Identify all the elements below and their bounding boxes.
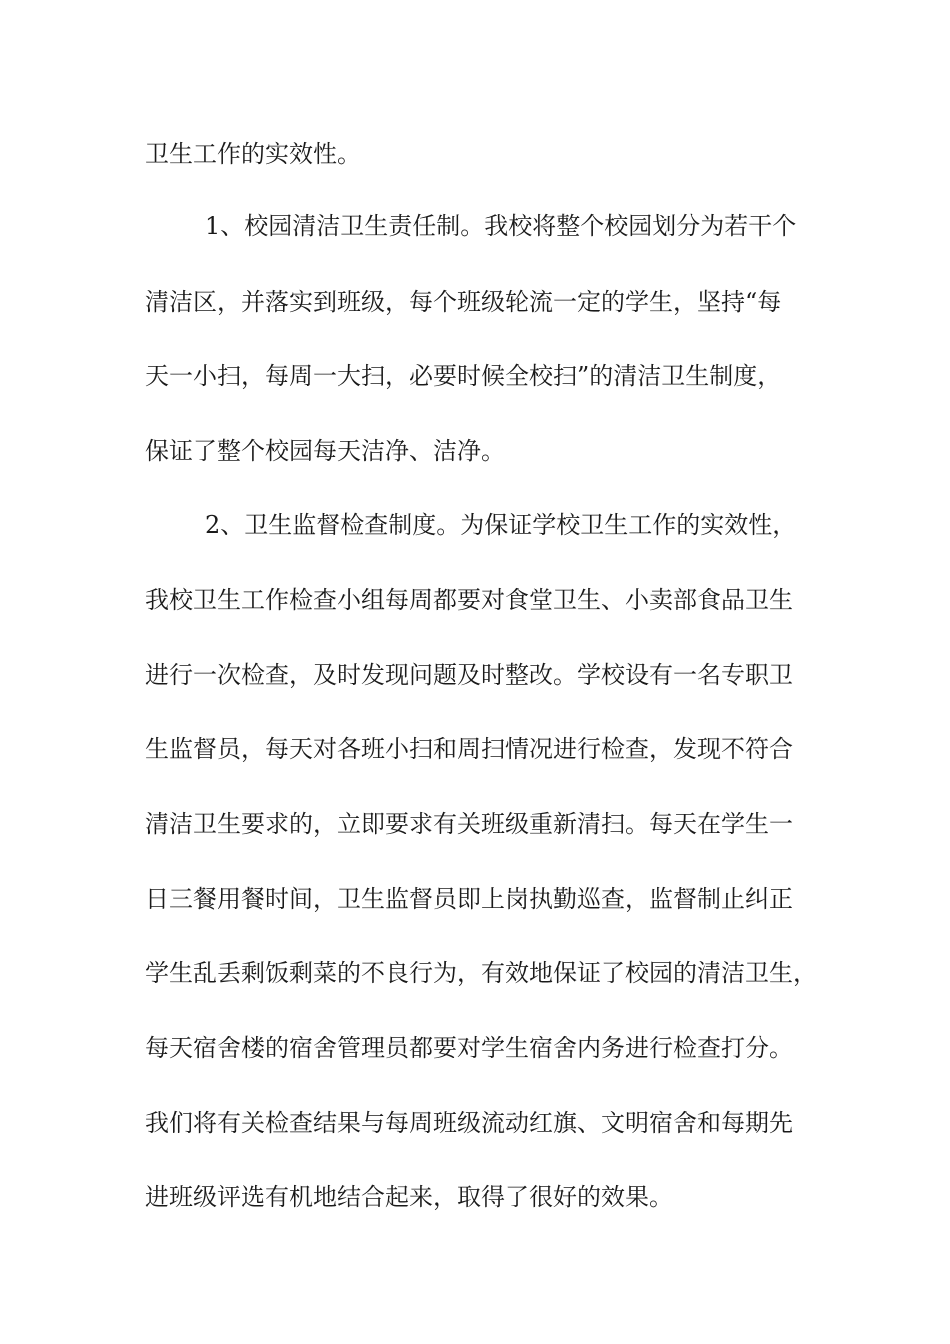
paragraph-line: 清洁卫生要求的，立即要求有关班级重新清扫。每天在学生一: [145, 810, 793, 838]
paragraph-line: 每天宿舍楼的宿舍管理员都要对学生宿舍内务进行检查打分。: [145, 1034, 793, 1062]
paragraph-line: 生监督员，每天对各班小扫和周扫情况进行检查，发现不符合: [145, 735, 793, 763]
paragraph-line: 学生乱丢剩饭剩菜的不良行为，有效地保证了校园的清洁卫生，: [145, 959, 817, 987]
paragraph-line: 清洁区，并落实到班级，每个班级轮流一定的学生，坚持“每: [145, 288, 782, 316]
paragraph-line: 2、卫生监督检查制度。为保证学校卫生工作的实效性，: [205, 511, 797, 539]
paragraph-line: 进班级评选有机地结合起来，取得了很好的效果。: [145, 1183, 673, 1211]
paragraph-line: 我们将有关检查结果与每周班级流动红旗、文明宿舍和每期先: [145, 1109, 793, 1137]
paragraph-line: 我校卫生工作检查小组每周都要对食堂卫生、小卖部食品卫生: [145, 586, 793, 614]
paragraph-line: 日三餐用餐时间，卫生监督员即上岗执勤巡查，监督制止纠正: [145, 885, 793, 913]
paragraph-line: 保证了整个校园每天洁净、洁净。: [145, 437, 505, 465]
paragraph-line: 卫生工作的实效性。: [145, 140, 361, 168]
paragraph-line: 1、校园清洁卫生责任制。我校将整个校园划分为若干个: [205, 212, 797, 240]
paragraph-line: 天一小扫，每周一大扫，必要时候全校扫”的清洁卫生制度，: [145, 362, 782, 390]
paragraph-line: 进行一次检查，及时发现问题及时整改。学校设有一名专职卫: [145, 661, 793, 689]
